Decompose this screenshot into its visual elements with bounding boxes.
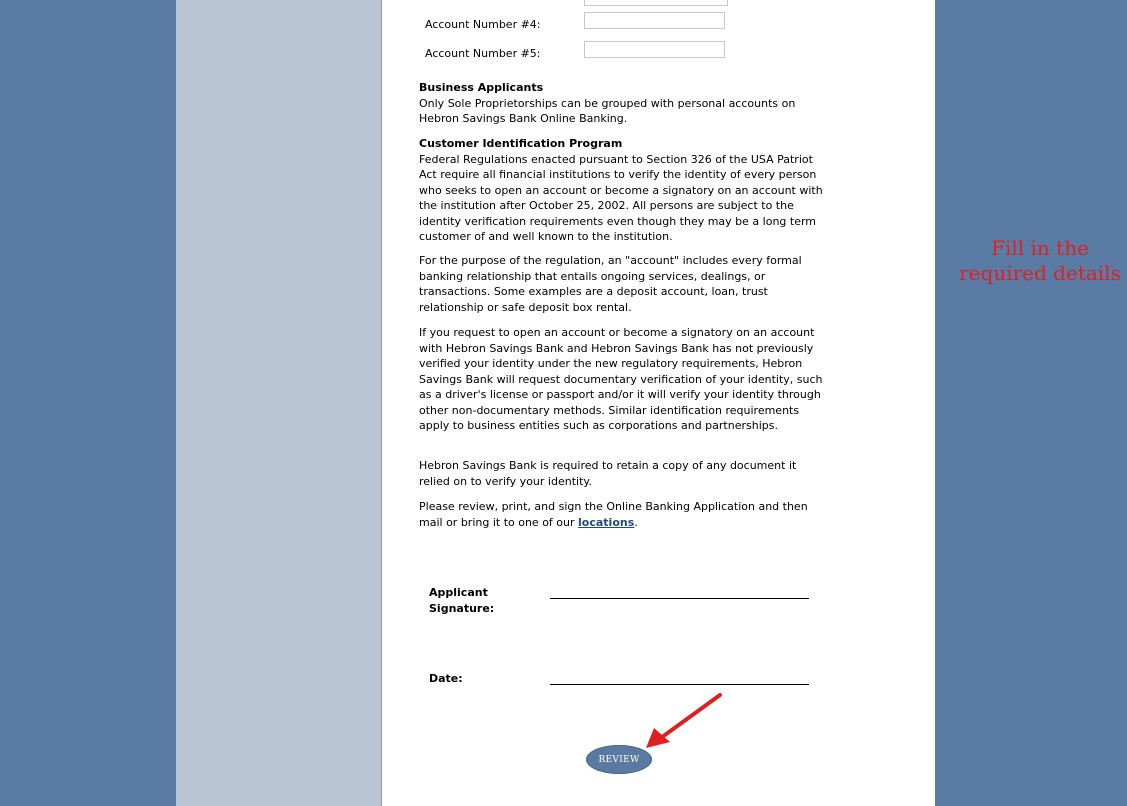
review-button[interactable]: REVIEW xyxy=(586,745,652,774)
cip-paragraph-1: Federal Regulations enacted pursuant to Section 326 of the USA Patriot Act require all financial institutions to verify the identity of every person who seeks to open an account or become a signatory on an account with the institution after October 25, 2002. All persons are subject to the identity verification requirements even though they may be a long term customer of and well known to the institution. xyxy=(419,152,823,243)
date-line xyxy=(550,684,809,685)
annotation-line-2: required details xyxy=(959,261,1121,285)
business-applicants-section xyxy=(419,80,823,127)
cip-paragraph-3: If you request to open an account or become a signatory on an account with Hebron Savings Bank and Hebron Savings Bank has not previously verified your identity under the new regulatory requirements, Hebron Savings Bank will request documentary verification of your identity, such as a driver's license or passport and/or it will verify your identity through other non-documentary methods. Similar identification requirements apply to business entities such as corporations and partnerships. xyxy=(419,326,823,432)
applicant-signature-line xyxy=(550,598,809,599)
application-form-panel xyxy=(381,0,935,806)
date-label: Date: xyxy=(429,672,463,685)
business-applicants-heading: Business Applicants xyxy=(419,81,544,94)
cip-paragraph-3-block xyxy=(419,325,823,434)
account-number-3-input[interactable] xyxy=(584,0,728,6)
applicant-signature-label-line1: Applicant xyxy=(429,586,488,599)
page-background-right xyxy=(935,0,1127,806)
cip-heading: Customer Identification Program xyxy=(419,137,623,150)
left-sidebar xyxy=(176,0,381,806)
cip-paragraph-5-text: Please review, print, and sign the Online Banking Application and then mail or bring it to one of our xyxy=(419,500,808,529)
cip-section xyxy=(419,136,823,245)
account-number-4-input[interactable] xyxy=(584,12,725,29)
annotation-note xyxy=(950,236,1127,286)
cip-paragraph-4: Hebron Savings Bank is required to retain a copy of any document it relied on to verify your identity. xyxy=(419,459,797,488)
locations-link[interactable]: locations xyxy=(578,515,635,529)
annotation-line-1: Fill in the xyxy=(991,236,1089,260)
cip-paragraph-5 xyxy=(419,499,823,530)
account-number-4-label: Account Number #4: xyxy=(425,18,541,31)
applicant-signature-label-line2: Signature: xyxy=(429,602,495,615)
applicant-signature-label xyxy=(429,585,494,617)
cip-paragraph-2: For the purpose of the regulation, an "account" includes every formal banking relationship that entails ongoing services, dealings, or transactions. Some examples are a deposit account, loan, trust relationship or safe deposit box rental. xyxy=(419,254,802,314)
account-number-5-label: Account Number #5: xyxy=(425,47,541,60)
cip-paragraph-4-block xyxy=(419,458,823,489)
account-number-5-input[interactable] xyxy=(584,41,725,58)
cip-paragraph-5-end: . xyxy=(634,515,638,529)
business-applicants-text: Only Sole Proprietorships can be grouped with personal accounts on Hebron Savings Bank Online Banking. xyxy=(419,96,796,125)
page-background-left xyxy=(0,0,176,806)
cip-paragraph-2-block xyxy=(419,253,823,315)
cip-paragraph-5-block xyxy=(419,499,823,530)
annotation-arrow-icon xyxy=(640,690,730,752)
